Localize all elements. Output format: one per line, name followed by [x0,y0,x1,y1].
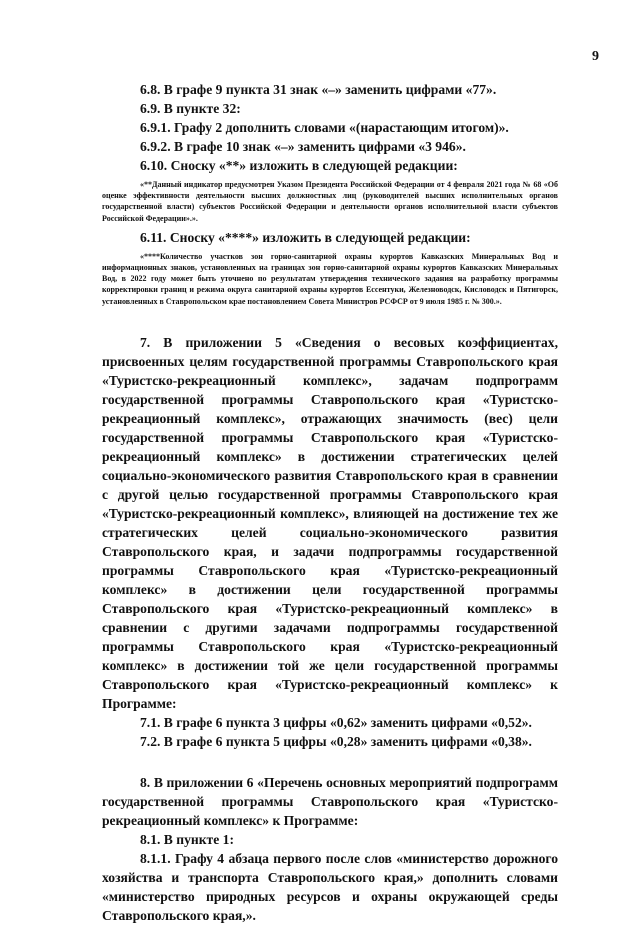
paragraph-8-1: 8.1. В пункте 1: [140,831,234,847]
paragraph-6-10: 6.10. Сноску «**» изложить в следующей редакции: [140,158,458,173]
paragraph-6-8: 6.8. В графе 9 пункта 31 знак «–» заменить цифрами «77». [140,82,497,97]
page-number: 9 [592,49,599,64]
paragraph-6-9-2: 6.9.2. В графе 10 знак «–» заменить цифрами «3 946». [140,139,466,154]
spacer [102,307,558,333]
paragraph-8: 8. В приложении 6 «Перечень основных мероприятий подпрограмм государственной программы Ставропольского края «Туристско-рекреационный комплекс» к Программе: [102,774,558,828]
paragraph-6-11: 6.11. Сноску «****» изложить в следующей редакции: [140,229,471,245]
paragraph-7-2: 7.2. В графе 6 пункта 5 цифры «0,28» заменить цифрами «0,38». [140,733,532,749]
paragraph-6-9-1: 6.9.1. Графу 2 дополнить словами «(нарастающим итогом)». [140,120,509,135]
paragraph-8-1-1: 8.1.1. Графу 4 абзаца первого после слов «министерство дорожного хозяйства и транспорта Ставропольского края,» дополнить словами «министерство природных ресурсов и охраны окружающей среды Ставропольского края,». [102,850,558,923]
footnote-6-11: «****Количество участков зон горно-санитарной охраны курортов Кавказских Минеральных Вод и информационных знаков, установленных на границах зон горно-санитарной охраны курортов Кавказских Минеральных Вод, в 2022 году может быть уточнено по результатам утверждения технического задания на разработку программы корректировки границ и режима округа санитарной охраны курортов Ессентуки, Железноводск, Кисловодск и Пятигорск, установленных в Ставропольском крае постановлением Совета Министров РСФСР от 9 июля 1985 г. № 300.». [102,251,558,306]
footnote-6-10: «**Данный индикатор предусмотрен Указом Президента Российской Федерации от 4 февраля 2021 года № 68 «Об оценке эффективности деятельности высших должностных лиц (руководителей высших исполнительных органов государственной власти) субъектов Российской Федерации и деятельности органов исполнительной власти субъектов Российской Федерации».». [102,180,558,223]
paragraph-7: 7. В приложении 5 «Сведения о весовых коэффициентах, присвоенных целям государственной программы Ставропольского края «Туристско-рекреационный комплекс», задачам подпрограмм государственной программы Ставропольского края «Туристско-рекреационный комплекс», отражающих значимость (вес) цели государственной программы Ставропольского края «Туристско-рекреационный комплекс» в достижении стратегических целей социально-экономического развития Ставропольского края в сравнении с другой целью государственной программы Ставропольского края «Туристско-рекреационный комплекс», влияющей на достижение тех же стратегических целей социально-экономического развития Ставропольского края, и задачи подпрограммы государственной программы Ставропольского края «Туристско-рекреационный комплекс» в достижении цели государственной программы Ставропольского края «Туристско-рекреационный комплекс» в сравнении с другими задачами подпрограммы государственной программы Ставропольского края «Туристско-рекреационный комплекс» в достижении той же цели государственной программы Ставропольского края «Туристско-рекреационный комплекс» к Программе: [102,334,558,711]
paragraph-6-9: 6.9. В пункте 32: [140,101,241,116]
document-body [102,80,558,925]
paragraph-7-1: 7.1. В графе 6 пункта 3 цифры «0,62» заменить цифрами «0,52». [140,714,532,730]
spacer [102,751,558,773]
